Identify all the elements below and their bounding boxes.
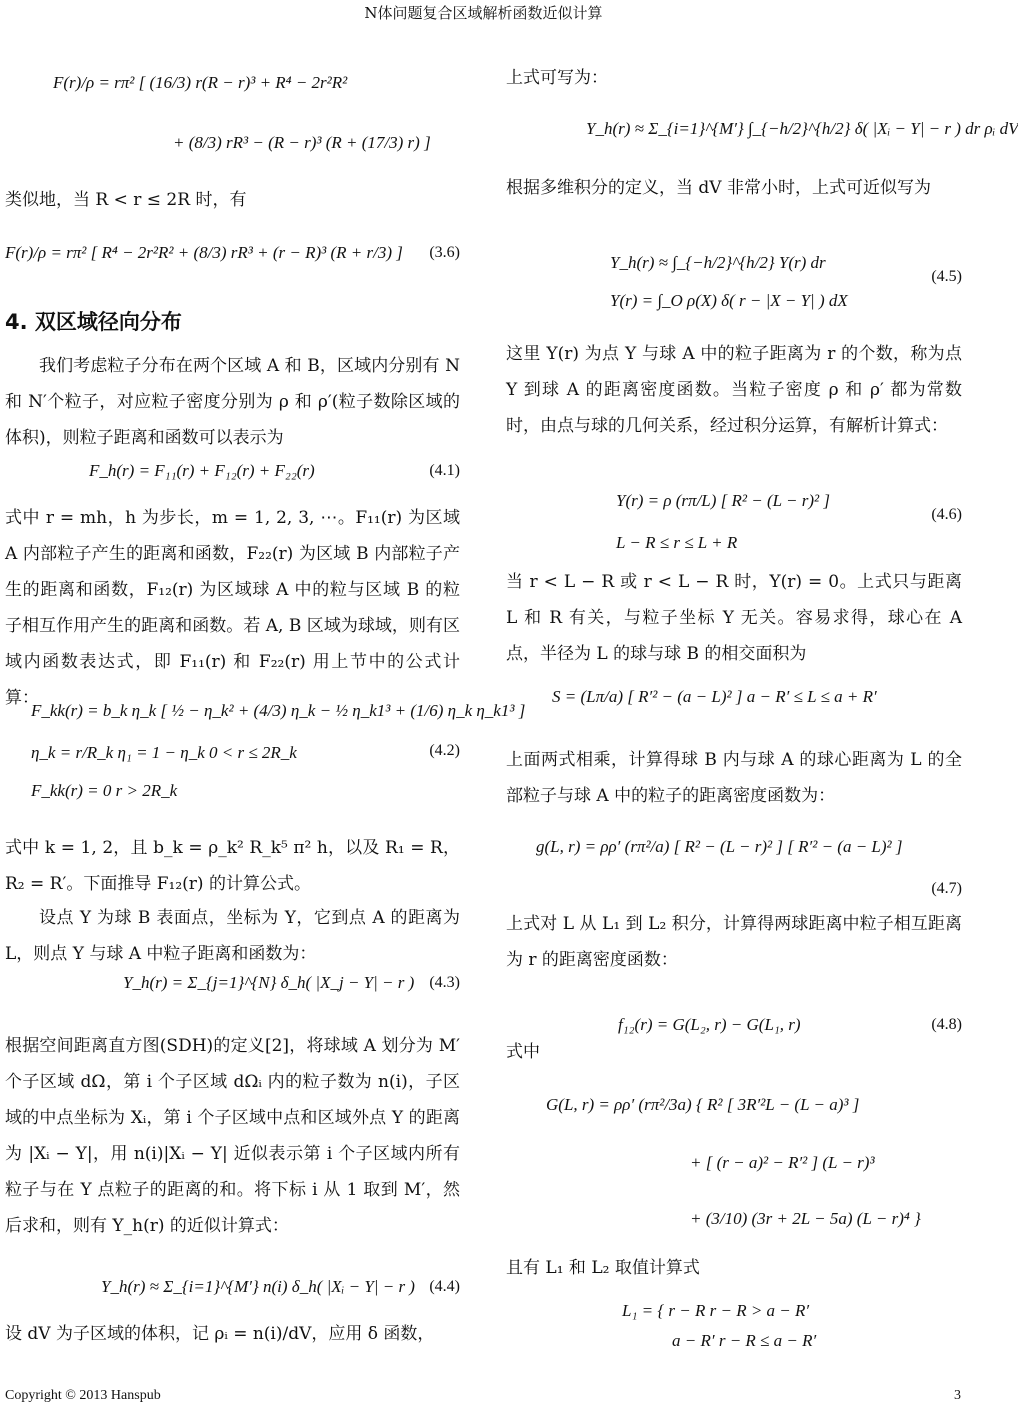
paragraph-limits: 且有 L₁ 和 L₂ 取值计算式	[506, 1258, 700, 1278]
equation-number-4-4: (4.4)	[429, 1278, 460, 1295]
equation-4-6-line-1: Y(r) = ρ (rπ/L) [ R² − (L − r)² ]	[616, 491, 830, 510]
paragraph-similar: 类似地，当 R < r ≤ 2R 时，有	[5, 190, 247, 210]
paragraph-definitions: 式中 r = mh，h 为步长，m = 1, 2, 3, ⋯。F₁₁(r) 为区域 A 内部粒子产生的距离和函数，F₂₂(r) 为区域 B 内部粒子产生的距离和函数，F₁₂(r) 为区域球 A 中的粒与区域 B 的粒子相互作用产生的距离和函数。若 A, B 区域为球域，则有区域内函数表达式，即 F₁₁(r) 和 F₂₂(r) 用上节中的公式计算：	[5, 508, 460, 708]
equation-number-4-1: (4.1)	[429, 462, 460, 479]
equation-area-s: S = (Lπ/a) [ R′² − (a − L)² ] a − R′ ≤ L ≤ a + R′	[552, 687, 877, 706]
paragraph-regions: 我们考虑粒子分布在两个区域 A 和 B，区域内分别有 N 和 N′个粒子，对应粒子密度分别为 ρ 和 ρ′(粒子数除区域的体积)，则粒子距离和函数可以表示为	[5, 356, 460, 448]
paragraph-k-values: 式中 k = 1, 2，且 b_k = ρ_k² R_k⁵ π² h，以及 R₁ = R，R₂ = R′。下面推导 F₁₂(r) 的计算公式。	[5, 838, 460, 894]
equation-4-5-line-1: Y_h(r) ≈ ∫_{−h/2}^{h/2} Y(r) dr	[610, 253, 826, 272]
paragraph-multiply: 上面两式相乘，计算得球 B 内与球 A 的球心距离为 L 的全部粒子与球 A 中的粒子的距离密度函数为：	[506, 750, 962, 806]
equation-4-7: g(L, r) = ρρ′ (rπ²/a) [ R² − (L − r)² ] [ R′² − (a − L)² ]	[536, 837, 903, 856]
paragraph-multidim: 根据多维积分的定义，当 dV 非常小时，上式可近似写为	[506, 178, 931, 198]
equation-g-line-1: G(L, r) = ρρ′ (rπ²/3a) { R² [ 3R′²L − (L − a)³ ]	[546, 1095, 860, 1114]
equation-number-4-5: (4.5)	[931, 268, 962, 285]
equation-l1-line-2: a − R′ r − R ≤ a − R′	[672, 1331, 817, 1350]
equation-4-3-body: Y_h(r) = Σ_{j=1}^{N} δ_h( |X_j − Y| − r )	[123, 973, 415, 992]
equation-4-2-line-3: F_kk(r) = 0 r > 2R_k	[31, 781, 178, 800]
equation-4-1	[89, 456, 460, 486]
equation-number-4-7: (4.7)	[931, 880, 962, 897]
equation-3-6-body: F(r)/ρ = rπ² [ R⁴ − 2r²R² + (8/3) rR³ + (r − R)³ (R + r/3) ]	[5, 243, 403, 262]
page-number: 3	[954, 1388, 961, 1403]
equation-4-2	[31, 696, 526, 814]
equation-l1-line-1: L₁ = { r − R r − R > a − R′	[622, 1301, 810, 1320]
paragraph-integrate: 上式对 L 从 L₁ 到 L₂ 积分，计算得两球距离中粒子相互距离为 r 的距离密度函数：	[506, 914, 962, 970]
equation-sum-integral: Y_h(r) ≈ Σ_{i=1}^{M′} ∫_{−h/2}^{h/2} δ( |Xᵢ − Y| − r ) dr ρᵢ dV	[586, 119, 1018, 138]
equation-4-2-line-2: η_k = r/R_k η₁ = 1 − η_k 0 < r ≤ 2R_k	[31, 743, 297, 762]
equation-4-5-line-2: Y(r) = ∫_O ρ(X) δ( r − |X − Y| ) dX	[610, 291, 848, 310]
equation-top-line-1: F(r)/ρ = rπ² [ (16/3) r(R − r)³ + R⁴ − 2r²R²	[53, 73, 348, 92]
page-header	[0, 2, 967, 24]
equation-number-3-6: (3.6)	[429, 244, 460, 261]
equation-number-4-3: (4.3)	[429, 974, 460, 991]
paragraph-density-function: 这里 Y(r) 为点 Y 与球 A 中的粒子距离为 r 的个数，称为点 Y 到球 A 的距离密度函数。当粒子密度 ρ 和 ρ′ 都为常数时，由点与球的几何关系，经过积分运算，有解析计算式：	[506, 344, 962, 436]
paragraph-where: 式中	[506, 1042, 540, 1062]
paragraph-rewrite: 上式可写为：	[506, 68, 608, 88]
equation-top-line-2: + (8/3) rR³ − (R − r)³ (R + (17/3) r) ]	[173, 133, 431, 152]
equation-4-6-line-2: L − R ≤ r ≤ L + R	[616, 533, 738, 552]
equation-4-4	[101, 1272, 460, 1302]
equation-4-4-body: Y_h(r) ≈ Σ_{i=1}^{M′} n(i) δ_h( |Xᵢ − Y| − r )	[101, 1277, 415, 1296]
equation-g-line-3: + (3/10) (3r + 2L − 5a) (L − r)⁴ }	[690, 1209, 921, 1228]
paragraph-point-y: 设点 Y 为球 B 表面点，坐标为 Y，它到点 A 的距离为 L，则点 Y 与球 A 中粒子距离和函数为：	[5, 908, 460, 964]
equation-number-4-2: (4.2)	[429, 742, 460, 759]
paragraph-intersection: 当 r < L − R 或 r < L − R 时，Y(r) = 0。上式只与距离 L 和 R 有关，与粒子坐标 Y 无关。容易求得，球心在 A 点，半径为 L 的球与球 B 的相交面积为	[506, 572, 962, 664]
equation-4-3	[123, 968, 460, 998]
section-heading: 4. 双区域径向分布	[5, 310, 182, 334]
equation-g-line-2: + [ (r − a)² − R′² ] (L − r)³	[690, 1153, 875, 1172]
equation-number-4-6: (4.6)	[931, 506, 962, 523]
equation-number-4-8: (4.8)	[931, 1016, 962, 1033]
equation-4-1-body: F_h(r) = F₁₁(r) + F₁₂(r) + F₂₂(r)	[89, 461, 315, 480]
equation-4-8-body: f₁₂(r) = G(L₂, r) − G(L₁, r)	[618, 1015, 801, 1034]
equation-4-6	[616, 480, 962, 556]
equation-4-5	[610, 248, 962, 320]
copyright-footer: Copyright © 2013 Hanspub	[5, 1388, 161, 1403]
equation-3-6	[5, 238, 460, 268]
paragraph-sdh: 根据空间距离直方图(SDH)的定义[2]，将球域 A 划分为 M′个子区域 dΩ，第 i 个子区域 dΩᵢ 内的粒子数为 n(i)，子区域的中点坐标为 Xᵢ，第 i 个子区域中点和区域外点 Y 的距离为 |Xᵢ − Y|，用 n(i)|Xᵢ − Y| 近似表示第 i 个子区域内所有粒子与在 Y 点粒子的距离的和。将下标 i 从 1 取到 M′，然后求和，则有 Y_h(r) 的近似计算式：	[5, 1036, 460, 1236]
running-title: N体问题复合区域解析函数近似计算	[364, 4, 603, 22]
paragraph-subvolume: 设 dV 为子区域的体积，记 ρᵢ = n(i)/dV，应用 δ 函数，	[5, 1324, 435, 1344]
equation-4-2-line-1: F_kk(r) = b_k η_k [ ½ − η_k² + (4/3) η_k − ½ η_k1³ + (1/6) η_k η_k1³ ]	[31, 701, 526, 720]
